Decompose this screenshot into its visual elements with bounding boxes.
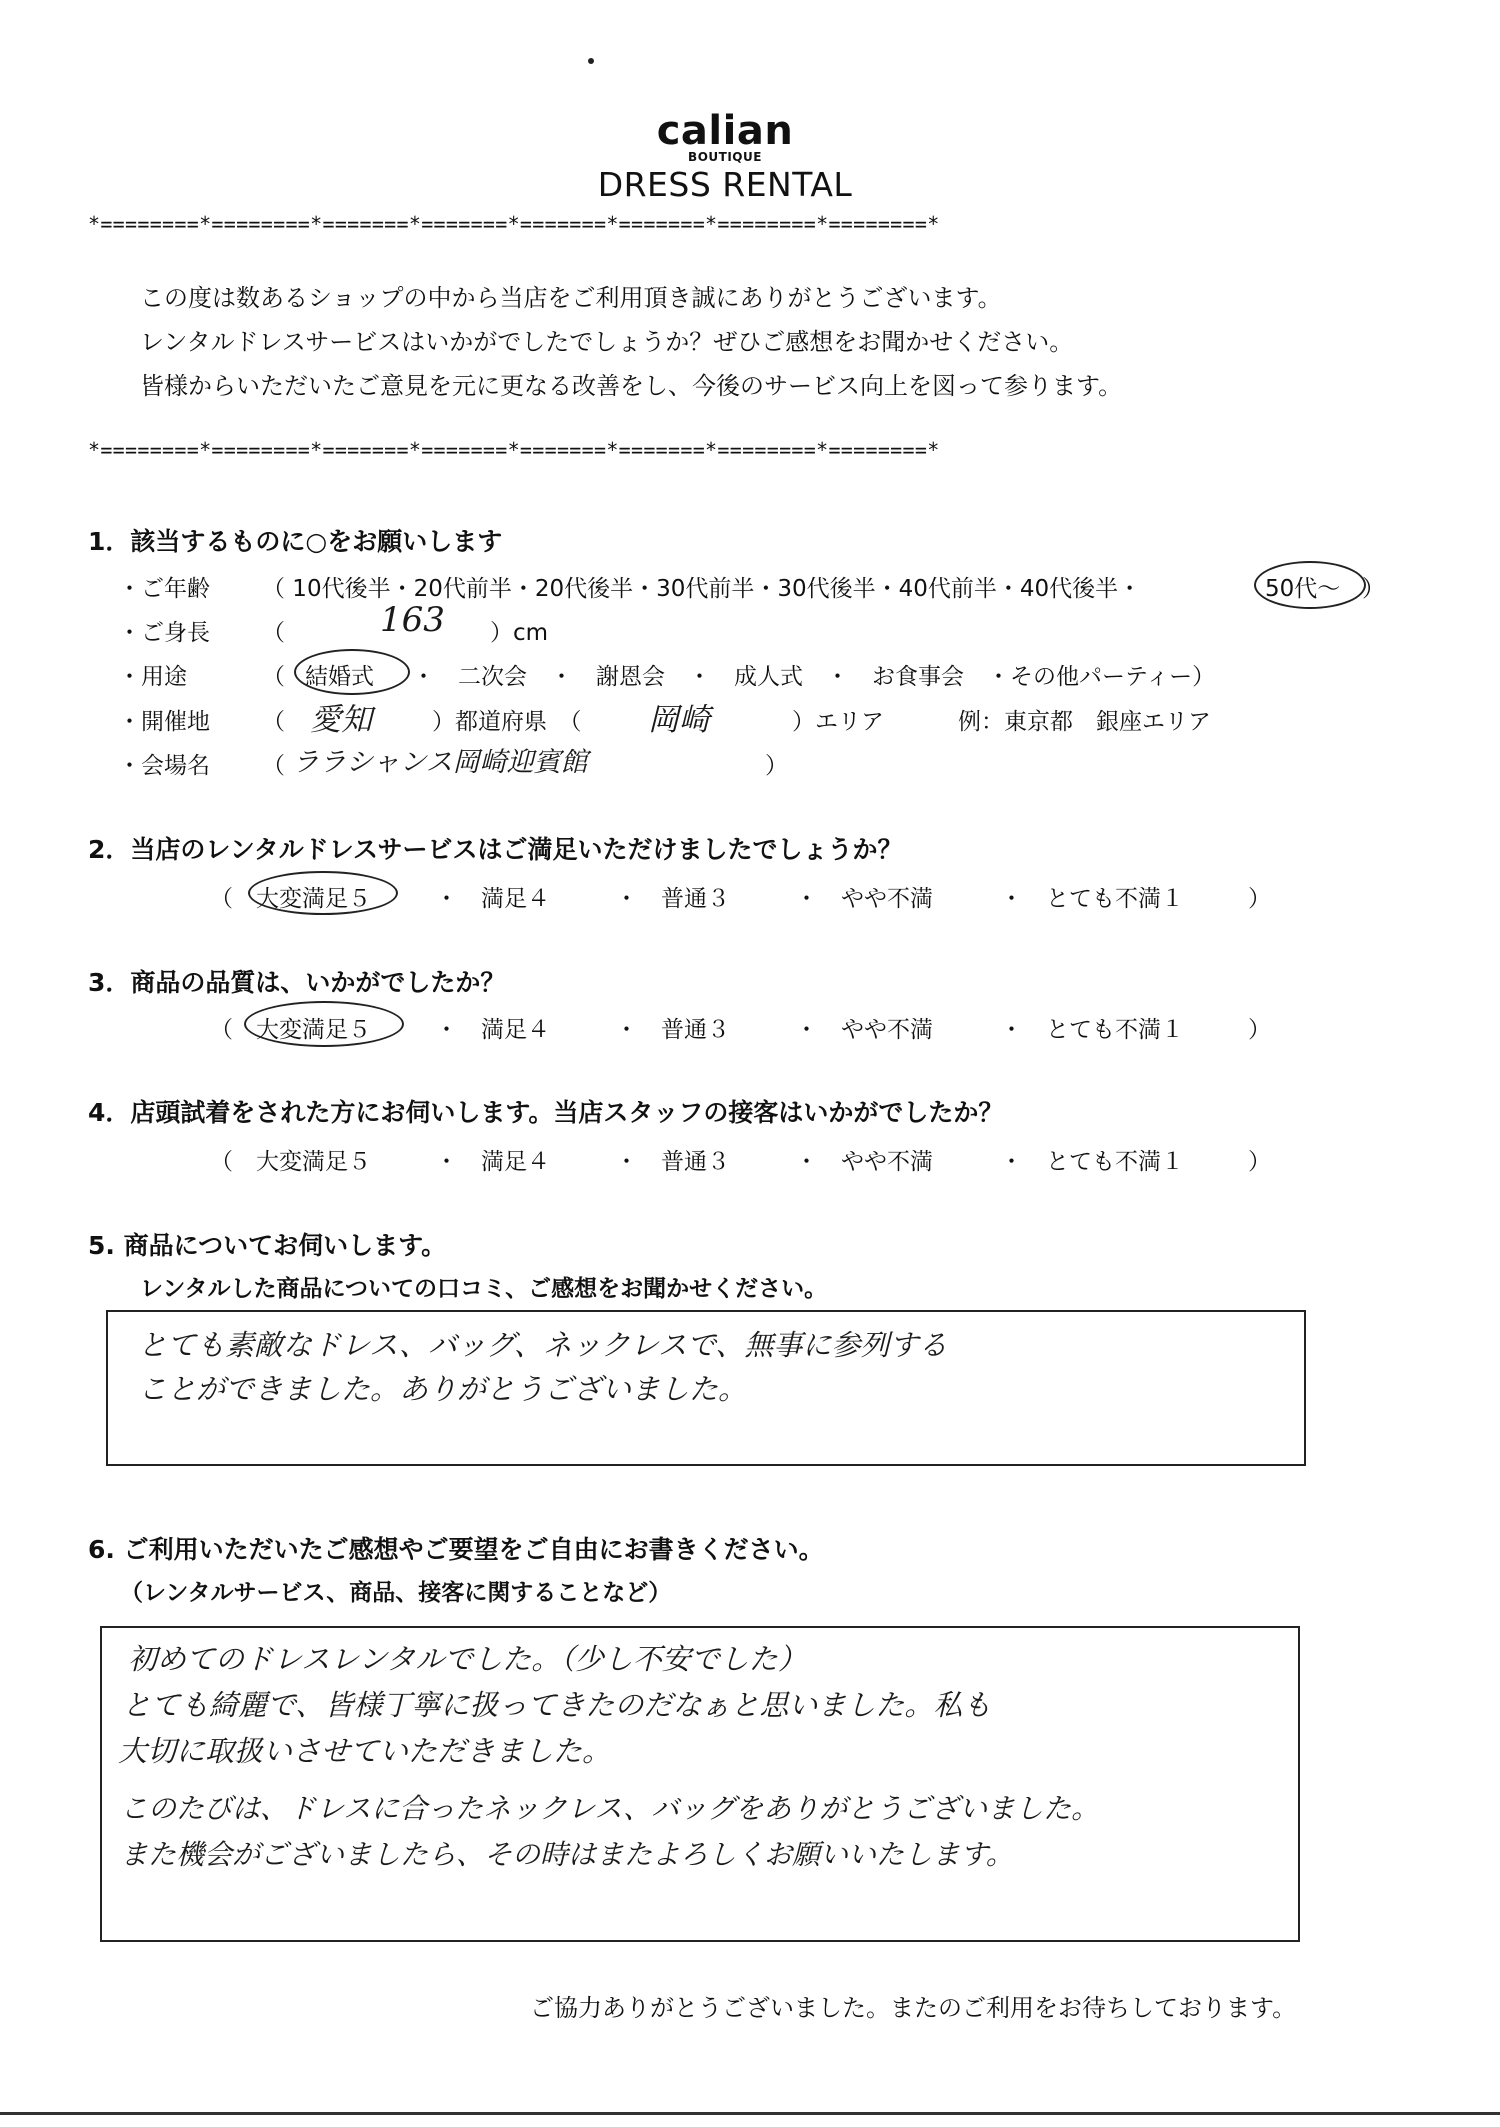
q4-title: 4．店頭試着をされた方にお伺いします。当店スタッフの接客はいかがでしたか？ (88, 1098, 1004, 1127)
divider-top: *========*========*=======*=======*=======*=======*========*========* (88, 212, 940, 236)
venue-prefecture: 愛知 (310, 702, 372, 738)
intro-line-2: レンタルドレスサービスはいかがでしたでしょうか？ぜひご感想をお聞かせください。 (140, 328, 1074, 356)
purpose-open: （ (262, 664, 285, 690)
q6-answer-line-3: 大切に取扱いさせていただきました。 (118, 1734, 612, 1768)
venue-name-label: ・会場名 (118, 753, 210, 779)
q5-title: 5. 商品についてお伺いします。 (88, 1231, 447, 1260)
venue-end: ）エリア (792, 709, 884, 735)
q2-selection-circle (248, 871, 398, 915)
q6-title: 6. ご利用いただいたご感想やご要望をご自由にお書きください。 (88, 1535, 824, 1564)
q2-title: 2．当店のレンタルドレスサービスはご満足いただけましたでしょうか？ (88, 835, 903, 864)
brand-dress-rental: DRESS RENTAL (597, 165, 853, 204)
height-open: （ (262, 620, 285, 646)
height-label: ・ご身長 (118, 620, 210, 646)
q6-answer-line-2: とても綺麗で、皆様丁寧に扱ってきたのだなぁと思いました。私も (122, 1688, 992, 1722)
purpose-other-options: ・ 二次会 ・ 謝恩会 ・ 成人式 ・ お食事会 ・その他パーティー） (412, 664, 1216, 690)
q2-option-3: ・ 普通３ (615, 886, 730, 912)
age-close: ） (1362, 576, 1385, 602)
purpose-selection-circle (294, 649, 410, 695)
q6-answer-line-4: このたびは、ドレスに合ったネックレス、バッグをありがとうございました。 (120, 1792, 1100, 1825)
q4-option-2: ・ やや不満 (795, 1149, 933, 1175)
q3-open: （ (210, 1017, 233, 1043)
q6-subtitle: （レンタルサービス、商品、接客に関することなど） (120, 1580, 672, 1606)
age-selected: 50代〜 (1265, 576, 1341, 602)
bottom-rule (0, 2112, 1500, 2115)
age-options: （ 10代後半・20代前半・20代後半・30代前半・30代後半・40代前半・40代後半・ (262, 576, 1142, 602)
closing-thanks: ご協力ありがとうございました。またのご利用をお待ちしております。 (530, 1994, 1297, 2022)
q3-option-2: ・ やや不満 (795, 1017, 933, 1043)
q3-option-3: ・ 普通３ (615, 1017, 730, 1043)
q3-option-1: ・ とても不満１ (1000, 1017, 1184, 1043)
q2-option-1: ・ とても不満１ (1000, 886, 1184, 912)
q4-close: ） (1248, 1149, 1271, 1175)
purpose-selected: 結婚式 (305, 664, 374, 690)
q5-answer-line-2: ことができました。ありがとうございました。 (138, 1372, 748, 1406)
intro-line-3: 皆様からいただいたご意見を元に更なる改善をし、今後のサービス向上を図って参ります。 (140, 372, 1123, 400)
q5-answer-line-1: とても素敵なドレス、バッグ、ネックレスで、無事に参列する (138, 1328, 948, 1362)
age-selection-circle (1254, 561, 1366, 609)
brand-logo: calian (656, 108, 794, 154)
brand-subtitle: BOUTIQUE (688, 150, 762, 164)
q3-option-5: 大変満足５ (256, 1017, 371, 1043)
height-value: 163 (380, 600, 445, 640)
divider-bottom: *========*========*=======*=======*=======*=======*========*========* (88, 438, 940, 462)
stray-dot (588, 58, 594, 64)
venue-open: （ (262, 709, 285, 735)
age-label: ・ご年齢 (118, 576, 210, 602)
height-close: ）cm (490, 620, 549, 646)
q2-open: （ (210, 886, 233, 912)
venue-area: 岡崎 (648, 702, 710, 738)
q6-answer-line-5: また機会がございましたら、その時はまたよろしくお願いいたします。 (120, 1838, 1014, 1871)
venue-area-label: ・開催地 (118, 709, 210, 735)
venue-name-close: ） (765, 753, 788, 779)
intro-line-1: この度は数あるショップの中から当店をご利用頂き誠にありがとうございます。 (140, 284, 1002, 312)
q4-option-4: ・ 満足４ (435, 1149, 550, 1175)
q3-selection-circle (244, 1001, 404, 1047)
q4-option-5: 大変満足５ (256, 1149, 371, 1175)
q4-option-1: ・ とても不満１ (1000, 1149, 1184, 1175)
q2-option-2: ・ やや不満 (795, 886, 933, 912)
q5-subtitle: レンタルした商品についての口コミ、ご感想をお聞かせください。 (140, 1276, 828, 1302)
q2-close: ） (1248, 886, 1271, 912)
q2-option-5: 大変満足５ (256, 886, 371, 912)
venue-example: 例：東京都 銀座エリア (958, 709, 1211, 735)
q1-title: 1．該当するものに○をお願いします (88, 527, 503, 556)
q2-option-4: ・ 満足４ (435, 886, 550, 912)
venue-name-value: ララシャンス岡崎迎賓館 (292, 747, 588, 778)
venue-name-open: （ (262, 753, 285, 779)
q4-option-3: ・ 普通３ (615, 1149, 730, 1175)
q3-close: ） (1248, 1017, 1271, 1043)
purpose-label: ・用途 (118, 664, 187, 690)
q4-open: （ (210, 1149, 233, 1175)
q3-option-4: ・ 満足４ (435, 1017, 550, 1043)
q3-title: 3．商品の品質は、いかがでしたか？ (88, 968, 506, 997)
venue-mid: ）都道府県 （ (432, 709, 582, 735)
q6-answer-line-1: 初めてのドレスレンタルでした。（少し不安でした） (128, 1642, 807, 1676)
